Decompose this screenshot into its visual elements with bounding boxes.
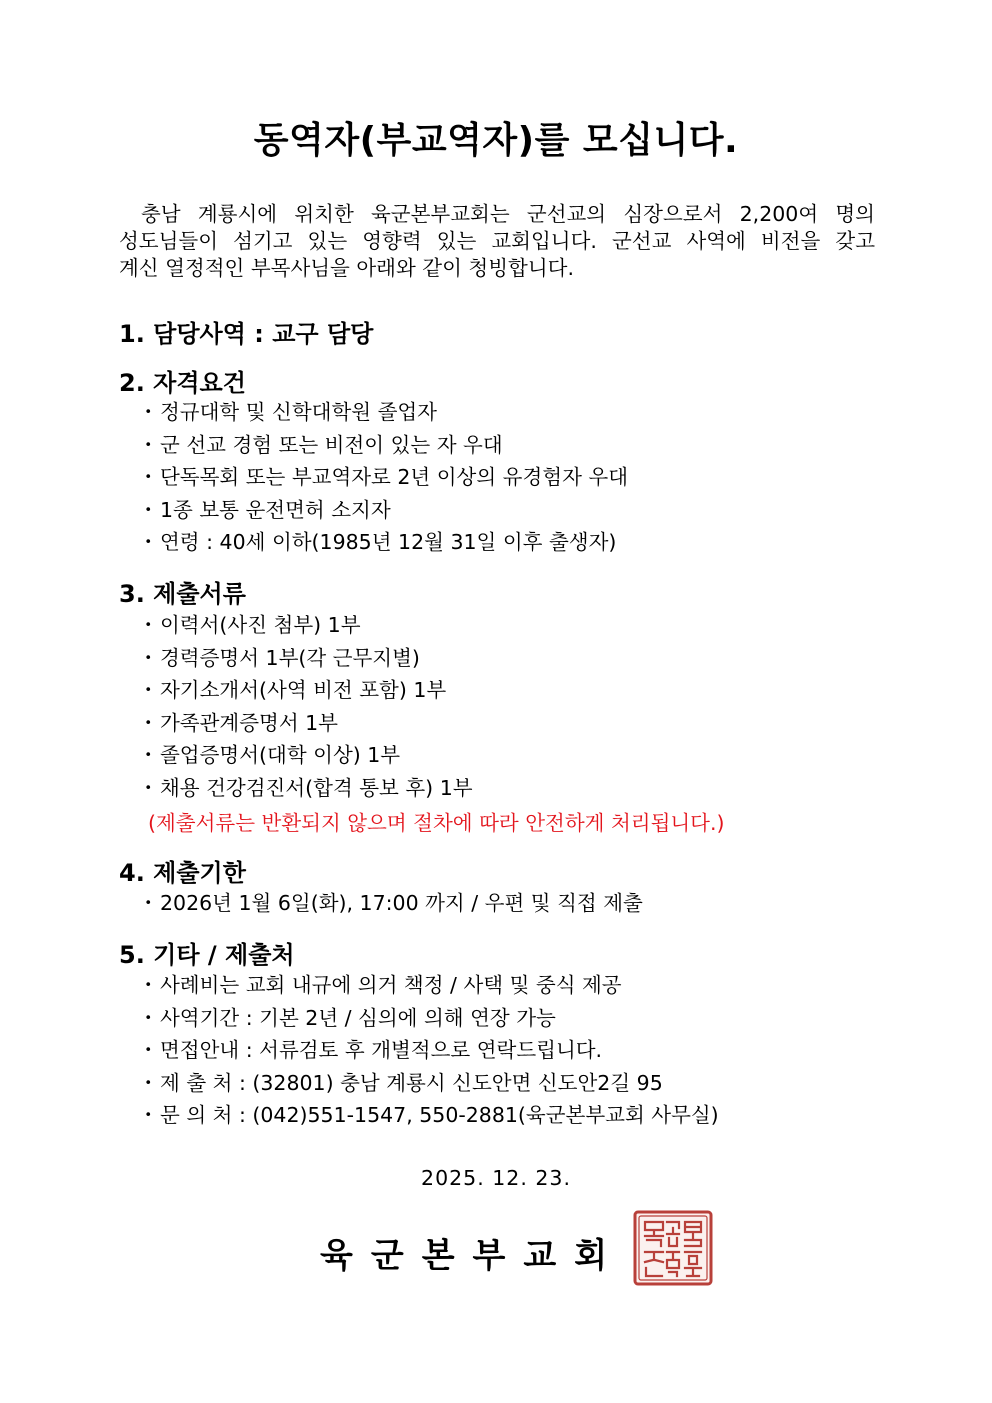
section-title-qualifications: 2. 자격요건 bbox=[119, 369, 246, 397]
bullet-icon: ・ bbox=[138, 775, 159, 800]
bullet-icon: ・ bbox=[138, 973, 159, 997]
intro-line: 성도님들이 섬기고 있는 영향력 있는 교회입니다. 군선교 사역에 비전을 갖고 bbox=[119, 229, 875, 253]
list-item bbox=[138, 461, 628, 494]
bullet-icon: ・ bbox=[138, 678, 159, 702]
page-title: 동역자(부교역자)를 모십니다. bbox=[253, 120, 739, 161]
documents-list bbox=[138, 609, 473, 804]
bullet-icon: ・ bbox=[138, 891, 159, 915]
section-title-documents: 3. 제출서류 bbox=[119, 580, 246, 608]
list-item-text: 자기소개서(사역 비전 포함) 1부 bbox=[160, 678, 447, 702]
bullet-icon: ・ bbox=[138, 465, 159, 489]
bullet-icon: ・ bbox=[138, 530, 159, 554]
bullet-icon: ・ bbox=[138, 400, 159, 424]
list-item bbox=[138, 969, 719, 1002]
section-title-deadline: 4. 제출기한 bbox=[119, 859, 246, 887]
section-title-duty: 1. 담당사역 : 교구 담당 bbox=[119, 320, 374, 348]
list-item bbox=[138, 1002, 719, 1035]
list-item-text: 이력서(사진 첨부) 1부 bbox=[160, 613, 361, 637]
bullet-icon: ・ bbox=[138, 497, 159, 522]
list-item-text: 1종 보통 운전면허 소지자 bbox=[160, 497, 391, 522]
list-item bbox=[138, 707, 473, 740]
list-item bbox=[138, 772, 473, 805]
list-item-text: 제 출 처 : (32801) 충남 계룡시 신도안면 신도안2길 95 bbox=[160, 1070, 663, 1095]
intro-paragraph bbox=[119, 201, 875, 282]
section-title-etc: 5. 기타 / 제출처 bbox=[119, 941, 295, 969]
list-item-text: 군 선교 경험 또는 비전이 있는 자 우대 bbox=[160, 432, 503, 457]
return-notice: (제출서류는 반환되지 않으며 절차에 따라 안전하게 처리됩니다.) bbox=[148, 811, 725, 835]
list-item-text: 사례비는 교회 내규에 의거 책정 / 사택 및 중식 제공 bbox=[160, 973, 622, 997]
etc-list bbox=[138, 969, 719, 1132]
list-item bbox=[138, 1099, 719, 1132]
list-item-text: 사역기간 : 기본 2년 / 심의에 의해 연장 가능 bbox=[160, 1005, 556, 1030]
list-item bbox=[138, 674, 473, 707]
list-item-text: 채용 건강검진서(합격 통보 후) 1부 bbox=[160, 775, 473, 800]
list-item bbox=[138, 396, 628, 429]
list-item bbox=[138, 1034, 719, 1067]
church-name: 육군본부교회 bbox=[320, 1236, 626, 1276]
list-item bbox=[138, 494, 628, 527]
list-item-text: 연령 : 40세 이하(1985년 12월 31일 이후 출생자) bbox=[160, 530, 617, 554]
qualifications-list bbox=[138, 396, 628, 559]
list-item-text: 단독목회 또는 부교역자로 2년 이상의 유경험자 우대 bbox=[160, 465, 629, 489]
list-item bbox=[138, 739, 473, 772]
bullet-icon: ・ bbox=[138, 1038, 159, 1062]
bullet-icon: ・ bbox=[138, 710, 159, 735]
list-item-text: 문 의 처 : (042)551-1547, 550-2881(육군본부교회 사무실) bbox=[160, 1103, 719, 1127]
bullet-icon: ・ bbox=[138, 613, 159, 637]
bullet-icon: ・ bbox=[138, 645, 159, 670]
intro-line: 계신 열정적인 부목사님을 아래와 같이 청빙합니다. bbox=[119, 256, 574, 280]
list-item bbox=[138, 609, 473, 642]
list-item bbox=[138, 887, 643, 920]
deadline-list bbox=[138, 887, 643, 920]
list-item bbox=[138, 642, 473, 675]
church-seal-icon bbox=[633, 1210, 713, 1286]
list-item-text: 가족관계증명서 1부 bbox=[160, 710, 338, 735]
list-item-text: 정규대학 및 신학대학원 졸업자 bbox=[160, 400, 437, 424]
bullet-icon: ・ bbox=[138, 1005, 159, 1030]
list-item-text: 졸업증명서(대학 이상) 1부 bbox=[160, 743, 401, 767]
intro-line: 충남 계룡시에 위치한 육군본부교회는 군선교의 심장으로서 2,200여 명의 bbox=[141, 202, 875, 226]
bullet-icon: ・ bbox=[138, 1103, 159, 1127]
list-item bbox=[138, 429, 628, 462]
bullet-icon: ・ bbox=[138, 743, 159, 767]
list-item bbox=[138, 1067, 719, 1100]
list-item-text: 면접안내 : 서류검토 후 개별적으로 연락드립니다. bbox=[160, 1038, 603, 1062]
list-item-text: 2026년 1월 6일(화), 17:00 까지 / 우편 및 직접 제출 bbox=[160, 891, 643, 915]
document-date: 2025. 12. 23. bbox=[421, 1166, 571, 1190]
bullet-icon: ・ bbox=[138, 1070, 159, 1095]
list-item bbox=[138, 526, 628, 559]
bullet-icon: ・ bbox=[138, 432, 159, 457]
list-item-text: 경력증명서 1부(각 근무지별) bbox=[160, 645, 420, 670]
